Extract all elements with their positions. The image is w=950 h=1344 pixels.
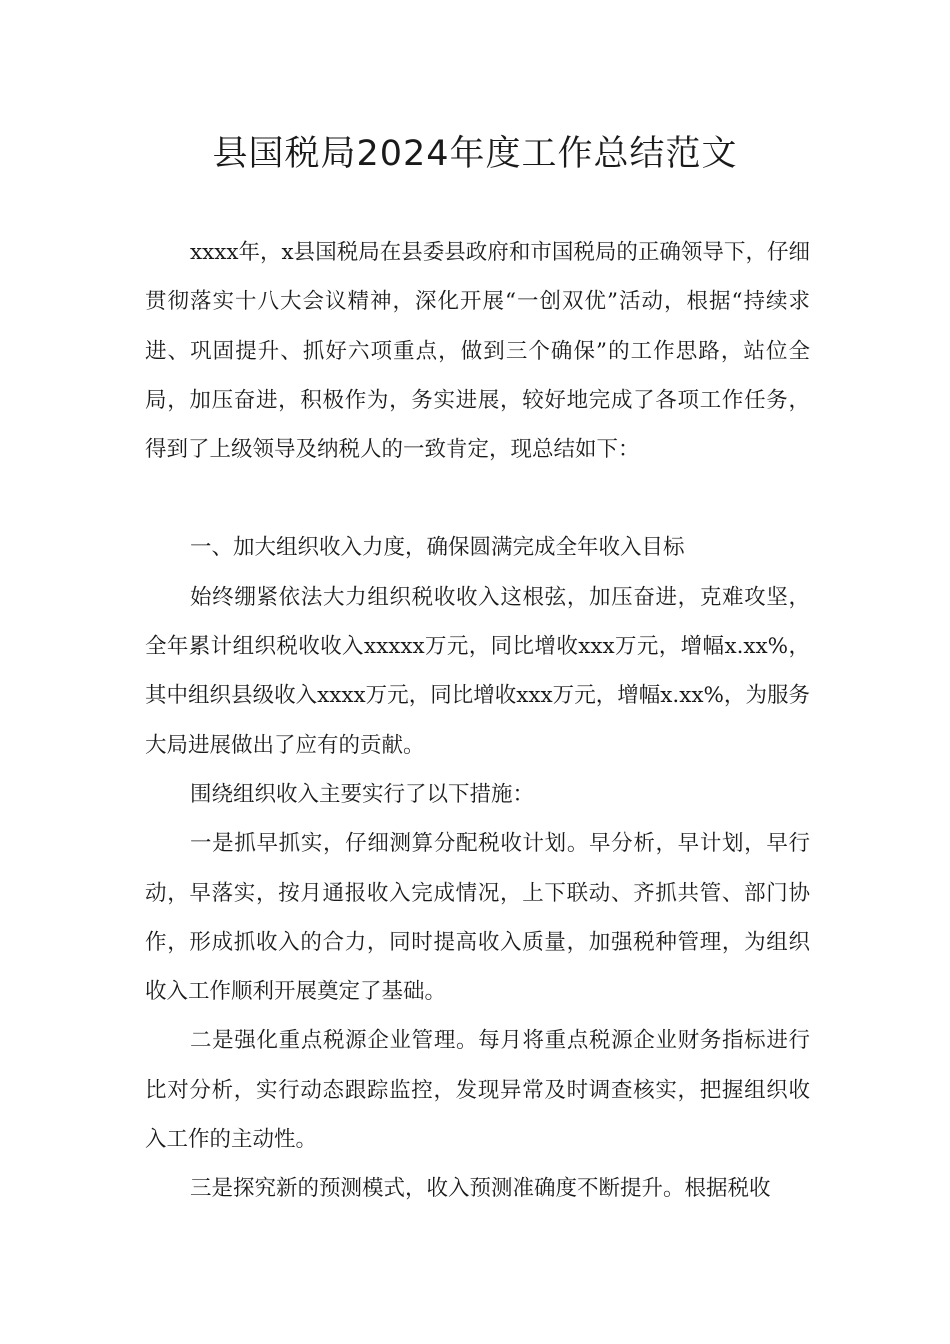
body-paragraph: 始终绷紧依法大力组织税收收入这根弦，加压奋进，克难攻坚，全年累计组织税收收入xxxxx万元，同比增收xxx万元，增幅x.xx%，其中组织县级收入xxxx万元，同比增收xxx万元，增幅x.xx%，为服务大局进展做出了应有的贡献。 <box>145 584 810 758</box>
body-paragraph: 三是探究新的预测模式，收入预测准确度不断提升。根据税收 <box>190 1176 771 1202</box>
section-heading: 一、加大组织收入力度，确保圆满完成全年收入目标 <box>190 535 685 561</box>
document-title: 县国税局2024年度工作总结范文 <box>212 134 738 174</box>
body-paragraph: 二是强化重点税源企业管理。每月将重点税源企业财务指标进行比对分析，实行动态跟踪监控，发现异常及时调查核实，把握组织收入工作的主动性。 <box>145 1028 810 1153</box>
intro-paragraph: xxxx年，x县国税局在县委县政府和市国税局的正确领导下，仔细贯彻落实十八大会议精神，深化开展“一创双优”活动，根据“持续求进、巩固提升、抓好六项重点，做到三个确保”的工作思路，站位全局，加压奋进，积极作为，务实进展，较好地完成了各项工作任务，得到了上级领导及纳税人的一致肯定，现总结如下： <box>145 240 810 463</box>
document-body <box>145 228 810 1214</box>
body-paragraph: 一是抓早抓实，仔细测算分配税收计划。早分析，早计划，早行动，早落实，按月通报收入完成情况，上下联动、齐抓共管、部门协作，形成抓收入的合力，同时提高收入质量，加强税种管理，为组织收入工作顺利开展奠定了基础。 <box>145 831 810 1005</box>
body-paragraph: 围绕组织收入主要实行了以下措施： <box>190 781 535 807</box>
paragraph-spacer <box>145 474 810 523</box>
